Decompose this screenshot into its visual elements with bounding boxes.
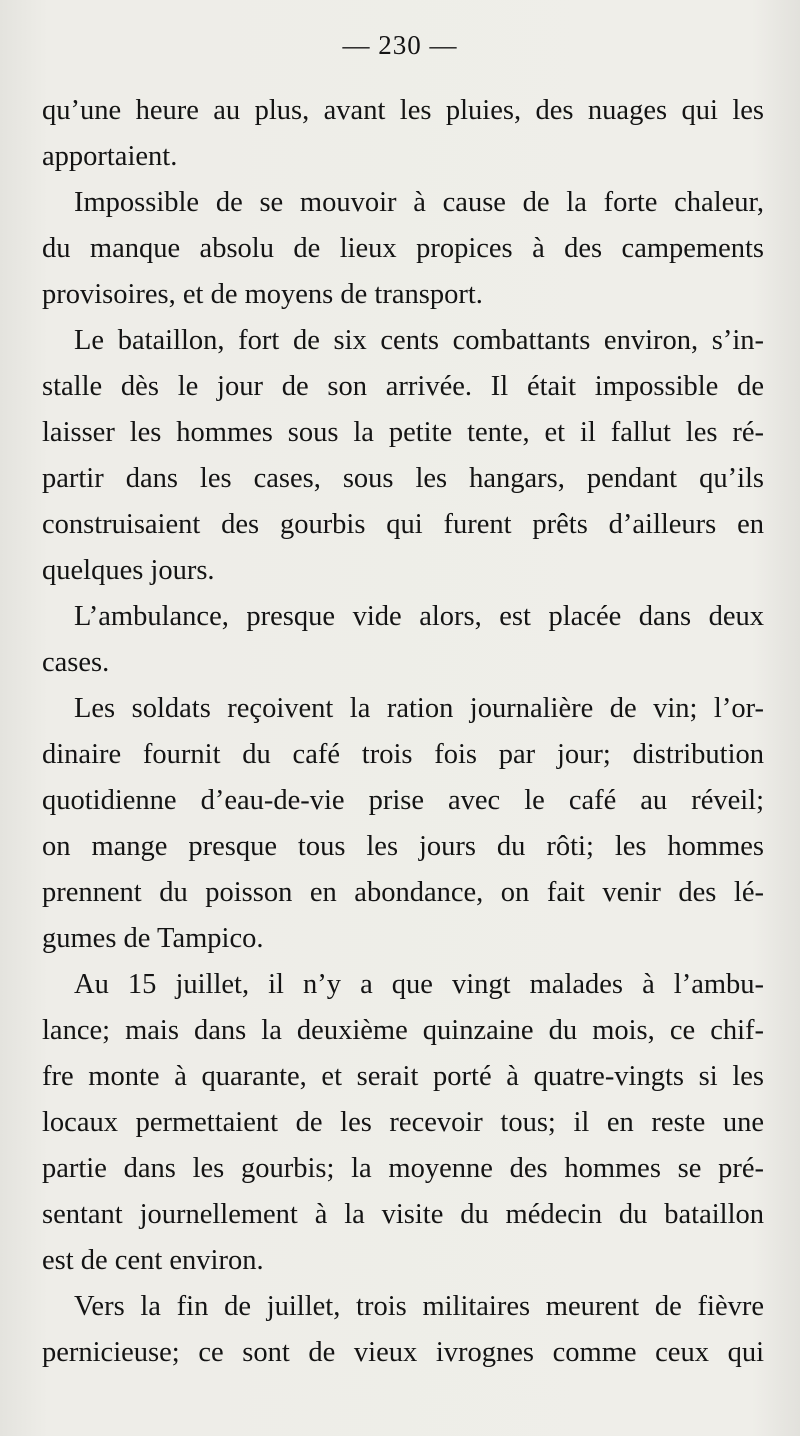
text-line: est de cent environ. xyxy=(42,1245,264,1276)
text-line: locaux permettaient de les recevoir tous; il en reste une xyxy=(42,1107,764,1138)
text-line: on mange presque tous les jours du rôti; les hommes xyxy=(42,831,764,862)
text-line: construisaient des gourbis qui furent prêts d’ailleurs en xyxy=(42,509,764,540)
text-line: gumes de Tampico. xyxy=(42,923,264,954)
text-line: laisser les hommes sous la petite tente, et il fallut les ré- xyxy=(42,417,764,448)
text-line: Vers la fin de juillet, trois militaires meurent de fièvre xyxy=(74,1291,764,1322)
text-line: L’ambulance, presque vide alors, est placée dans deux xyxy=(74,601,764,632)
text-line: provisoires, et de moyens de transport. xyxy=(42,279,483,310)
page-body-text xyxy=(42,88,764,1376)
text-line: apportaient. xyxy=(42,141,178,172)
text-line: quelques jours. xyxy=(42,555,215,586)
text-line: Les soldats reçoivent la ration journalière de vin; l’or- xyxy=(74,693,764,724)
text-line: Le bataillon, fort de six cents combattants environ, s’in- xyxy=(74,325,764,356)
text-line: partie dans les gourbis; la moyenne des hommes se pré- xyxy=(42,1153,764,1184)
text-line: du manque absolu de lieux propices à des campements xyxy=(42,233,764,264)
page-number: — 230 — xyxy=(342,30,458,60)
text-line: partir dans les cases, sous les hangars, pendant qu’ils xyxy=(42,463,764,494)
text-line: sentant journellement à la visite du médecin du bataillon xyxy=(42,1199,764,1230)
text-line: Au 15 juillet, il n’y a que vingt malades à l’ambu- xyxy=(74,969,764,1000)
text-line: pernicieuse; ce sont de vieux ivrognes comme ceux qui xyxy=(42,1337,764,1368)
text-line: dinaire fournit du café trois fois par jour; distribution xyxy=(42,739,764,770)
text-line: quotidienne d’eau-de-vie prise avec le café au réveil; xyxy=(42,785,764,816)
text-line: stalle dès le jour de son arrivée. Il était impossible de xyxy=(42,371,764,402)
text-line: fre monte à quarante, et serait porté à quatre-vingts si les xyxy=(42,1061,764,1092)
text-line: cases. xyxy=(42,647,110,678)
text-line: prennent du poisson en abondance, on fait venir des lé- xyxy=(42,877,764,908)
text-line: lance; mais dans la deuxième quinzaine du mois, ce chif- xyxy=(42,1015,764,1046)
text-line: Impossible de se mouvoir à cause de la forte chaleur, xyxy=(74,187,764,218)
text-line: qu’une heure au plus, avant les pluies, des nuages qui les xyxy=(42,95,764,126)
